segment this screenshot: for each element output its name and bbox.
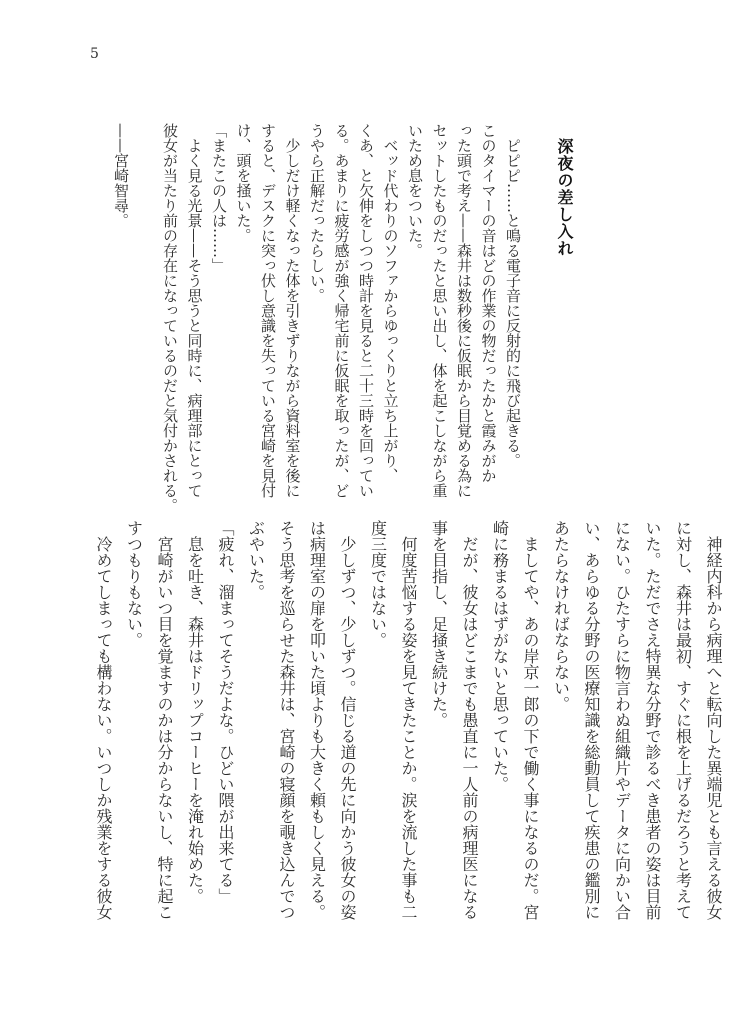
text-line: あたらなければならない。 [551,520,571,712]
text-line: ピピピ……と鳴る電子音に反射的に飛び起きる。 [504,123,522,468]
text-line: に対し、森井は最初、すぐに根を上げるだろうと考えて [673,520,693,920]
text-line: る。あまりに疲労感が強く帰宅前に仮眠を取ったが、ど [332,123,351,498]
text-line: いため息をついた。 [406,123,424,258]
text-line: すつもりもない。 [124,520,144,648]
text-line: すると、デスクに突っ伏し意識を失っている宮崎を見付 [259,123,277,498]
text-line [133,123,158,503]
story-title: 深夜の差し入れ [555,138,574,257]
text-line: 少しだけ軽くなった体を引きずりながら資料室を後に [283,123,302,498]
text-line: 崎に務まるはずがないと思っていた。 [490,520,510,792]
text-line: このタイマーの音はどの作業の物だったかと霞みがか [479,123,498,483]
text-line: 「またこの人は……」 [210,123,228,273]
text-line: け、頭を掻いた。 [234,123,253,243]
text-line: い、あらゆる分野の医療知識を総動員して疾患の鑑別に [582,520,601,920]
text-line: ベッド代わりのソファからゆっくりと立ち上がり、 [381,123,400,483]
text-line: いた。ただでさえ特異な分野で診るべき患者の姿は目前 [643,520,662,920]
text-line: 宮崎がいつ目を覚ますのかは分からないし、特に起こ [155,520,174,920]
text-block-upper [109,123,526,513]
text-line: ましてや、あの岸京一郎の下で働く事になるのだ。宮 [521,520,540,920]
text-line: った頭で考え——森井は数秒後に仮眠から目覚める為に [455,123,473,498]
page-number: 5 [90,46,99,62]
text-line: にない。ひたすらに物言わぬ組織片やデータに向かい合 [612,520,632,920]
text-line: 何度苦悩する姿を見てきたことか。涙を流した事も二 [399,520,418,920]
text-line: ぶやいた。 [246,520,266,600]
text-line: よく見る光景——そう思うと同時に、病理部にとって [185,123,204,498]
text-line: くあ、と欠伸をしつつ時計を見ると二十三時を回ってい [357,123,375,498]
text-line: うやら正解だったらしい。 [308,123,326,303]
text-line: そう思考を巡らせた森井は、宮崎の寝顔を覗き込んでつ [277,520,296,920]
text-line: 息を吐き、森井はドリップコーヒーを淹れ始めた。 [185,520,205,904]
text-line: 冷めてしまっても構わない。いつしか残業をする彼女 [94,520,113,920]
text-line: 度三度ではない。 [368,520,388,648]
text-line: 少しずつ、少しずつ。信じる道の先に向かう彼女の姿 [338,520,357,920]
text-block-lower [88,520,729,920]
text-line: 「疲れ、溜まってそうだよな。ひどい隈が出来てる」 [216,520,235,904]
text-line: 事を目指し、足掻き続けた。 [429,520,449,728]
text-line: 彼女が当たり前の存在になっているのだと気付かされる。 [161,123,179,513]
text-line: セットしたものだったと思い出し、体を起こしながら重 [430,123,449,498]
text-line: 神経内科から病理へと転向した異端児とも言える彼女 [704,520,723,920]
text-line: だが、彼女はどこまでも愚直に一人前の病理医になる [460,520,479,920]
text-line: は病理室の扉を叩いた頃よりも大きく頼もしく見える。 [307,520,327,920]
text-line: ——宮崎智尋。 [112,123,130,228]
